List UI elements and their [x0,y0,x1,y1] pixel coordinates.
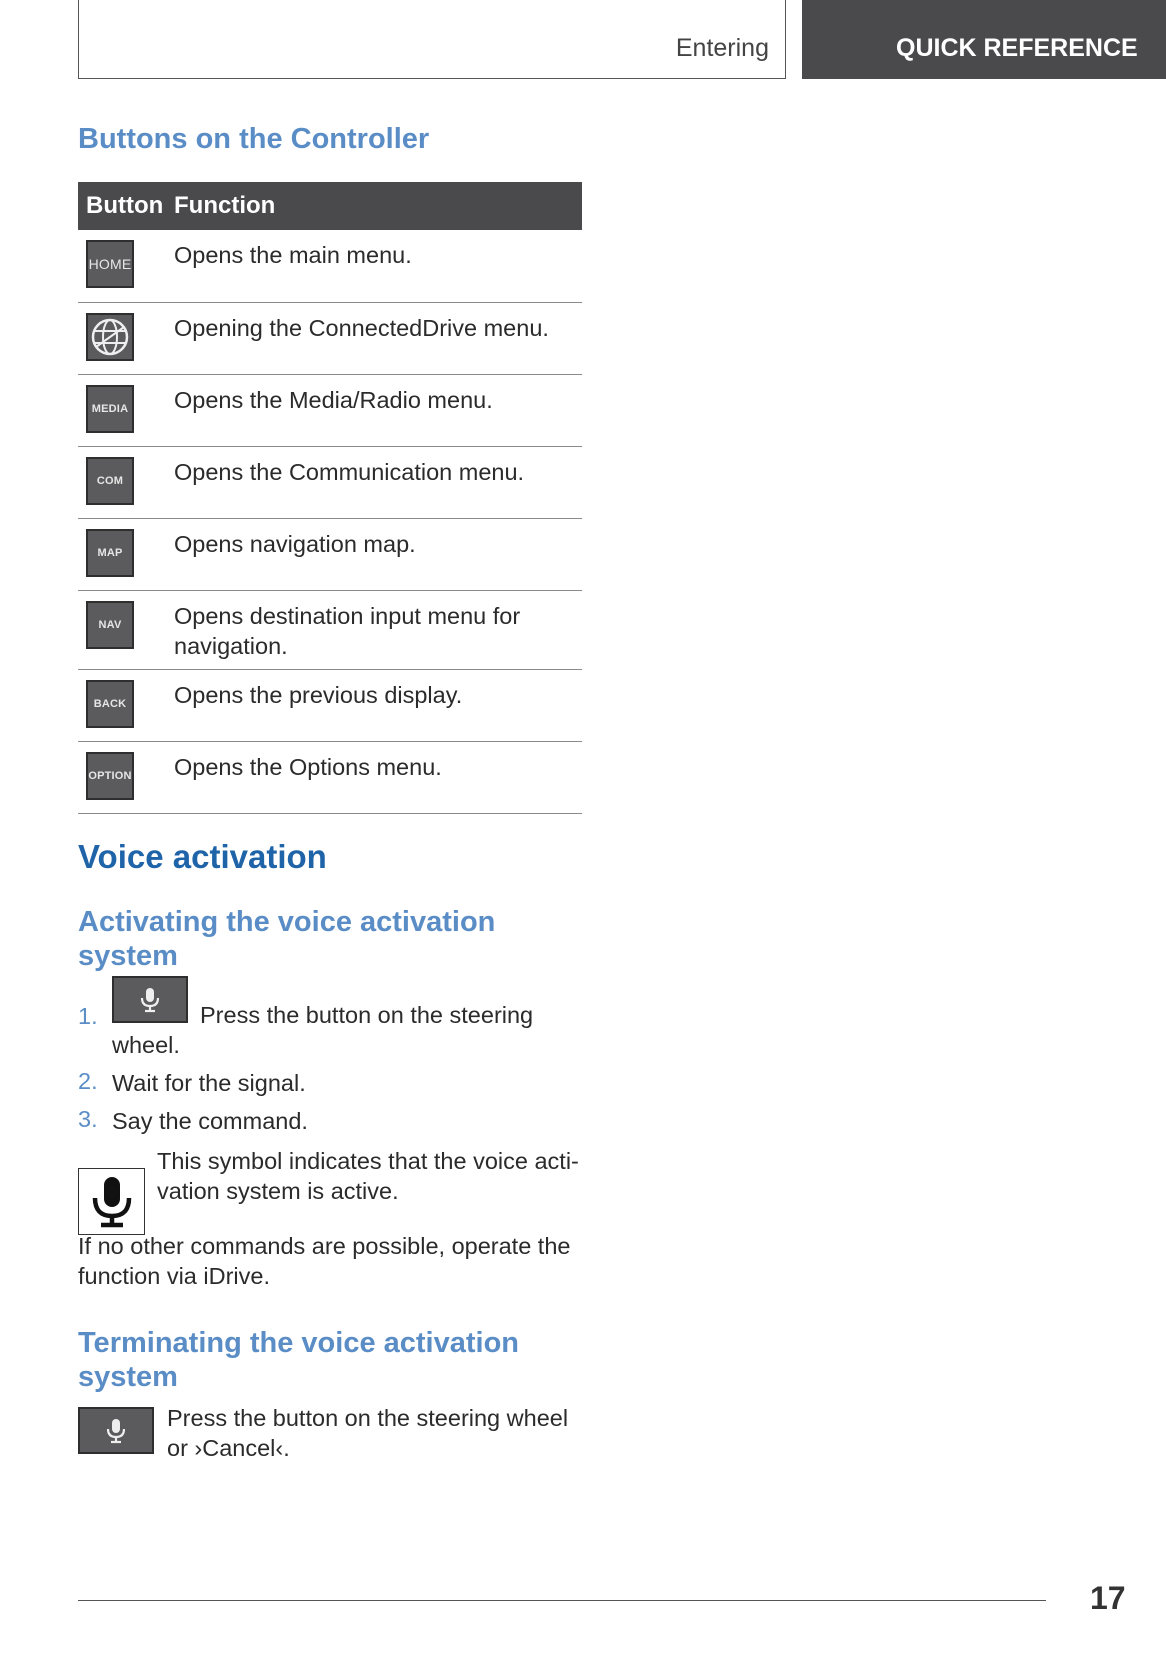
function-cell: Opening the ConnectedDrive menu. [172,302,582,374]
steering-wheel-voice-button-icon [112,976,188,1023]
table-row [78,590,582,669]
column-header-function: Function [172,182,582,230]
header-box [78,0,786,79]
function-cell: Opens the previous display. [172,669,582,741]
option-button-label: OPTION [88,769,132,782]
table-row [78,302,582,374]
page-number: 17 [1090,1580,1126,1616]
breadcrumb: Entering [675,34,769,62]
media-button-label: MEDIA [91,402,129,415]
function-cell: Opens the Options menu. [172,741,582,813]
voice-active-microphone-icon [78,1168,145,1235]
step-number: 3. [78,1106,98,1132]
step-text: Wait for the signal. [112,1070,306,1096]
voice-activation-heading: Voice activation [78,838,327,875]
symbol-note-line2: vation system is active. [157,1178,399,1204]
controller-buttons-table [78,182,582,814]
com-button-icon [86,457,134,505]
com-button-label: COM [96,474,124,487]
controller-heading: Buttons on the Controller [78,123,430,155]
step-number: 2. [78,1068,98,1094]
section-tab[interactable] [802,0,1166,79]
home-button-label: HOME [88,256,132,272]
connecteddrive-globe-icon [86,313,134,361]
function-cell: Opens destination input menu for navigation. [172,590,582,669]
table-row [78,518,582,590]
fallback-text-line1: If no other commands are possible, operate the [78,1233,571,1259]
table-row [78,446,582,518]
function-cell: Opens the Communication menu. [172,446,582,518]
table-header-row [78,182,582,230]
column-header-button: Button [78,182,172,230]
terminating-text-line1: Press the button on the steering wheel [167,1405,569,1431]
map-button-label: MAP [97,546,123,559]
table-row [78,230,582,302]
step-text-continued: wheel. [112,1032,180,1058]
steering-wheel-voice-button-icon [78,1407,154,1454]
footer-rule [78,1600,1046,1601]
back-button-icon [86,680,134,728]
table-row [78,741,582,813]
terminating-heading [78,1326,519,1394]
step-text: Say the command. [112,1108,308,1134]
terminating-heading-line1: Terminating the voice activation [78,1327,520,1359]
activating-heading [78,905,495,973]
table-row [78,669,582,741]
activating-heading-line2: system [78,940,178,972]
step-number: 1. [78,1003,98,1029]
function-cell: Opens navigation map. [172,518,582,590]
function-cell: Opens the main menu. [172,230,582,302]
table-row [78,374,582,446]
media-button-icon [86,385,134,433]
back-button-label: BACK [93,697,127,710]
nav-button-icon [86,601,134,649]
map-button-icon [86,529,134,577]
terminating-text-line2: or ›Cancel‹. [167,1435,290,1461]
home-button-icon [86,240,134,288]
terminating-heading-line2: system [78,1361,178,1393]
step-text: Press the button on the steering [200,1002,534,1028]
option-button-icon [86,752,134,800]
symbol-note-line1: This symbol indicates that the voice acti- [157,1148,579,1174]
nav-button-label: NAV [98,618,122,631]
function-cell: Opens the Media/Radio menu. [172,374,582,446]
fallback-text-line2: function via iDrive. [78,1263,270,1289]
activating-heading-line1: Activating the voice activation [78,906,496,938]
section-tab-label: QUICK REFERENCE [896,34,1138,62]
